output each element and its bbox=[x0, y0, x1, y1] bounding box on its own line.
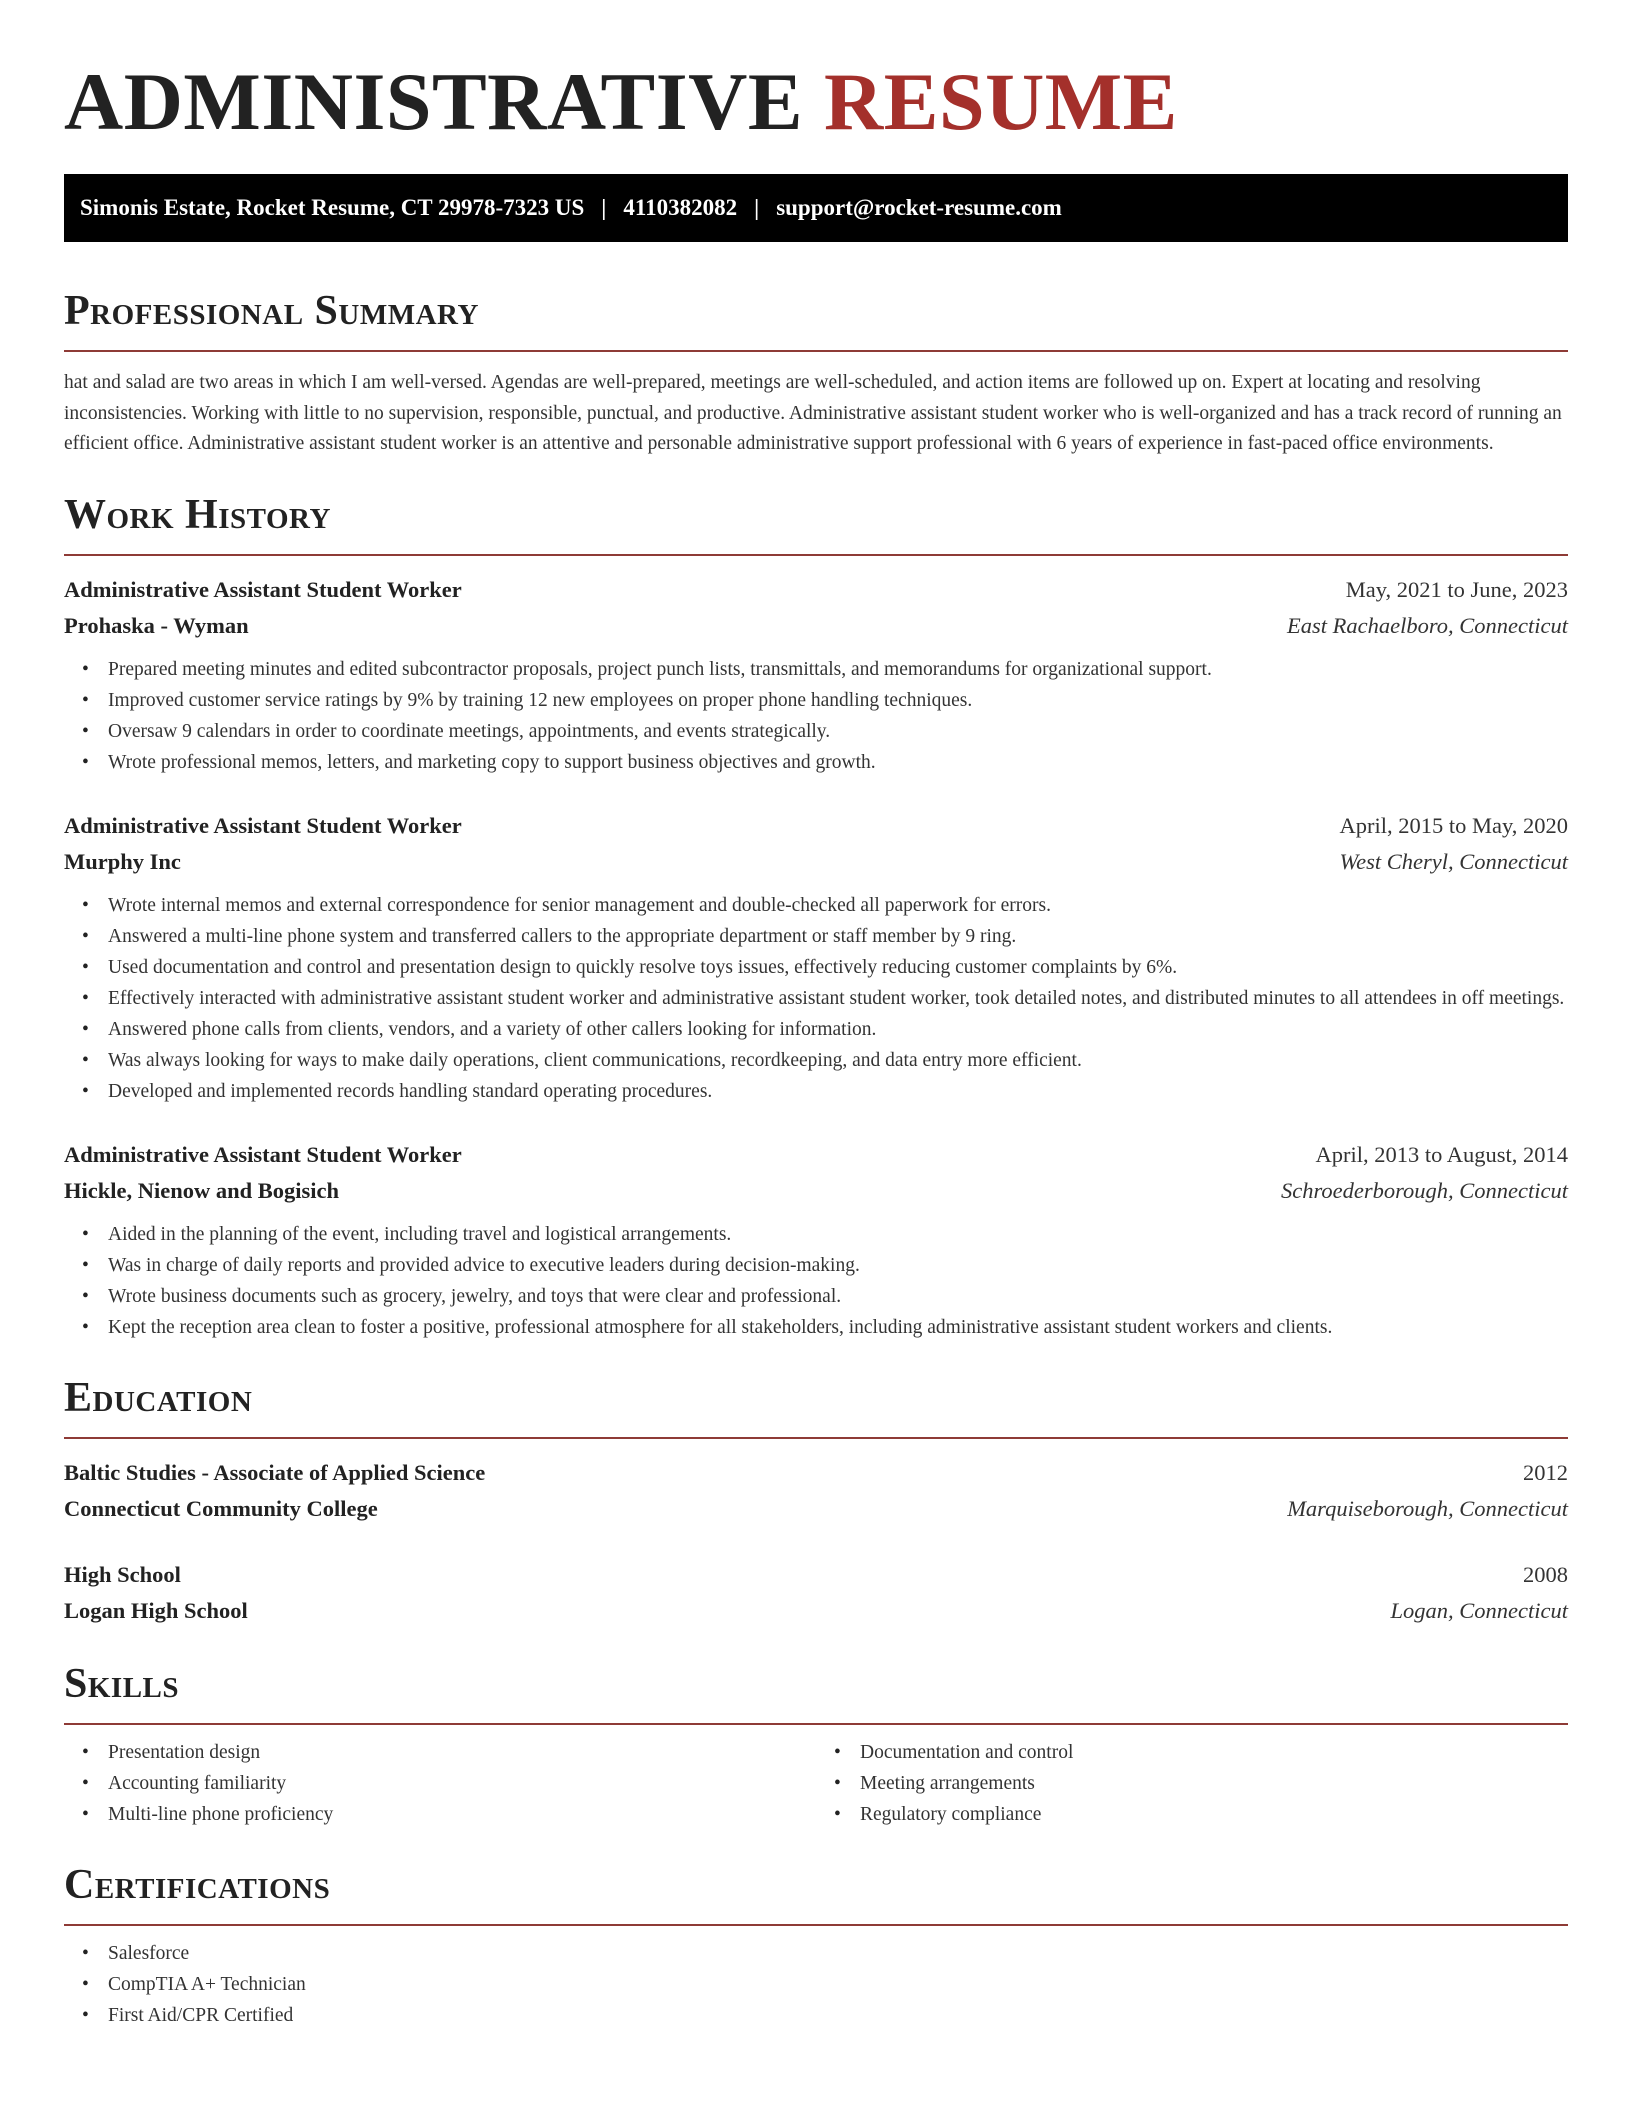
job-dates: May, 2021 to June, 2023 bbox=[1345, 576, 1568, 602]
job-bullet: • Developed and implemented records handling standard operating procedures. bbox=[108, 1076, 1568, 1107]
skill-item: • Documentation and control bbox=[860, 1737, 1568, 1768]
summary-heading: Professional Summary bbox=[64, 288, 479, 334]
job-bullet: • Answered phone calls from clients, vendors, and a variety of other callers looking for information. bbox=[108, 1014, 1568, 1045]
section-divider bbox=[64, 1924, 1568, 1926]
certifications-list bbox=[64, 1938, 1568, 2031]
education-degree-row bbox=[64, 1455, 1568, 1491]
education-location: Logan, Connecticut bbox=[1390, 1597, 1568, 1623]
skill-item: • Accounting familiarity bbox=[108, 1768, 816, 1799]
skill-item: • Presentation design bbox=[108, 1737, 816, 1768]
education-heading: Education bbox=[64, 1374, 253, 1421]
work-history-heading: Work History bbox=[64, 491, 331, 538]
certification-item: • CompTIA A+ Technician bbox=[108, 1969, 1568, 2000]
education-degree: Baltic Studies - Associate of Applied Science bbox=[64, 1459, 486, 1485]
education-location: Marquiseborough, Connecticut bbox=[1287, 1495, 1568, 1521]
education-entry bbox=[64, 1557, 1568, 1629]
education-year: 2008 bbox=[1523, 1561, 1568, 1587]
job-bullet: • Wrote internal memos and external correspondence for senior management and double-checked all paperwork for errors. bbox=[108, 890, 1568, 921]
education-school: Logan High School bbox=[64, 1597, 248, 1623]
job-bullet: • Prepared meeting minutes and edited subcontractor proposals, project punch lists, transmittals, and memorandums for organizational support. bbox=[108, 654, 1568, 685]
education-degree: High School bbox=[64, 1561, 181, 1587]
skill-item: • Multi-line phone proficiency bbox=[108, 1799, 816, 1830]
contact-separator: | bbox=[601, 195, 607, 220]
section-divider bbox=[64, 554, 1568, 556]
certifications-heading: Certifications bbox=[64, 1861, 331, 1908]
certification-item: • Salesforce bbox=[108, 1938, 1568, 1969]
job-bullet: • Answered a multi-line phone system and transferred callers to the appropriate department or staff member by 9 ring. bbox=[108, 921, 1568, 952]
education-school-row bbox=[64, 1491, 1568, 1527]
job-entry bbox=[64, 572, 1568, 778]
resume-title bbox=[64, 52, 1568, 152]
education-entry bbox=[64, 1455, 1568, 1527]
title-accent: RESUME bbox=[824, 56, 1178, 147]
job-dates: April, 2013 to August, 2014 bbox=[1315, 1141, 1568, 1167]
job-location: East Rachaelboro, Connecticut bbox=[1287, 612, 1568, 638]
job-company: Prohaska - Wyman bbox=[64, 612, 249, 638]
job-company-row bbox=[64, 1173, 1568, 1209]
job-header-row bbox=[64, 808, 1568, 844]
skills-column-left bbox=[64, 1737, 816, 1830]
job-bullet: • Wrote business documents such as grocery, jewelry, and toys that were clear and professional. bbox=[108, 1281, 1568, 1312]
skills-column-right bbox=[816, 1737, 1568, 1830]
job-bullet: • Was in charge of daily reports and provided advice to executive leaders during decision-making. bbox=[108, 1250, 1568, 1281]
skill-item: • Regulatory compliance bbox=[860, 1799, 1568, 1830]
job-entry bbox=[64, 808, 1568, 1107]
job-bullet: • Improved customer service ratings by 9% by training 12 new employees on proper phone handling techniques. bbox=[108, 685, 1568, 716]
contact-email[interactable]: support@rocket-resume.com bbox=[776, 195, 1062, 220]
job-location: West Cheryl, Connecticut bbox=[1339, 848, 1568, 874]
job-bullet: • Aided in the planning of the event, including travel and logistical arrangements. bbox=[108, 1219, 1568, 1250]
education-school-row bbox=[64, 1593, 1568, 1629]
job-bullet: • Effectively interacted with administrative assistant student worker and administrative assistant student worker, took detailed notes, and distributed minutes to all attendees in off meetings. bbox=[108, 983, 1568, 1014]
title-main: ADMINISTRATIVE bbox=[64, 56, 804, 147]
job-company: Murphy Inc bbox=[64, 848, 181, 874]
job-company-row bbox=[64, 608, 1568, 644]
contact-bar bbox=[64, 174, 1568, 242]
education-year: 2012 bbox=[1523, 1459, 1568, 1485]
education-school: Connecticut Community College bbox=[64, 1495, 378, 1521]
job-bullet: • Kept the reception area clean to foster a positive, professional atmosphere for all stakeholders, including administrative assistant student workers and clients. bbox=[108, 1312, 1568, 1343]
job-bullets bbox=[64, 654, 1568, 778]
job-title: Administrative Assistant Student Worker bbox=[64, 1141, 462, 1167]
job-bullet: • Wrote professional memos, letters, and marketing copy to support business objectives and growth. bbox=[108, 747, 1568, 778]
summary-text: hat and salad are two areas in which I am well-versed. Agendas are well-prepared, meetings are well-scheduled, and action items are followed up on. Expert at locating and resolving inconsistencies. Working with little to no supervision, responsible, punctual, and productive. Administrative assistant student worker who is well-organized and has a track record of running an efficient office. Administrative assistant student worker is an attentive and personable administrative support professional with 6 years of experience in fast-paced office environments. bbox=[64, 372, 1562, 454]
section-divider bbox=[64, 1437, 1568, 1439]
job-bullet: • Was always looking for ways to make daily operations, client communications, recordkeeping, and data entry more efficient. bbox=[108, 1045, 1568, 1076]
skill-item: • Meeting arrangements bbox=[860, 1768, 1568, 1799]
contact-address: Simonis Estate, Rocket Resume, CT 29978-7323 US bbox=[80, 195, 585, 220]
contact-phone[interactable]: 4110382082 bbox=[623, 195, 738, 220]
job-header-row bbox=[64, 572, 1568, 608]
job-title: Administrative Assistant Student Worker bbox=[64, 576, 462, 602]
contact-separator: | bbox=[754, 195, 760, 220]
job-company-row bbox=[64, 844, 1568, 880]
certification-item: • First Aid/CPR Certified bbox=[108, 2000, 1568, 2031]
section-divider bbox=[64, 350, 1568, 352]
job-header-row bbox=[64, 1137, 1568, 1173]
job-dates: April, 2015 to May, 2020 bbox=[1339, 812, 1568, 838]
job-bullet: • Oversaw 9 calendars in order to coordinate meetings, appointments, and events strategically. bbox=[108, 716, 1568, 747]
skills-heading: Skills bbox=[64, 1660, 180, 1707]
job-company: Hickle, Nienow and Bogisich bbox=[64, 1177, 340, 1203]
job-bullets bbox=[64, 890, 1568, 1107]
education-degree-row bbox=[64, 1557, 1568, 1593]
job-entry bbox=[64, 1137, 1568, 1343]
job-bullet: • Used documentation and control and presentation design to quickly resolve toys issues, effectively reducing customer complaints by 6%. bbox=[108, 952, 1568, 983]
skills-list bbox=[64, 1737, 1568, 1830]
job-location: Schroederborough, Connecticut bbox=[1280, 1177, 1568, 1203]
job-bullets bbox=[64, 1219, 1568, 1343]
section-divider bbox=[64, 1723, 1568, 1725]
job-title: Administrative Assistant Student Worker bbox=[64, 812, 462, 838]
